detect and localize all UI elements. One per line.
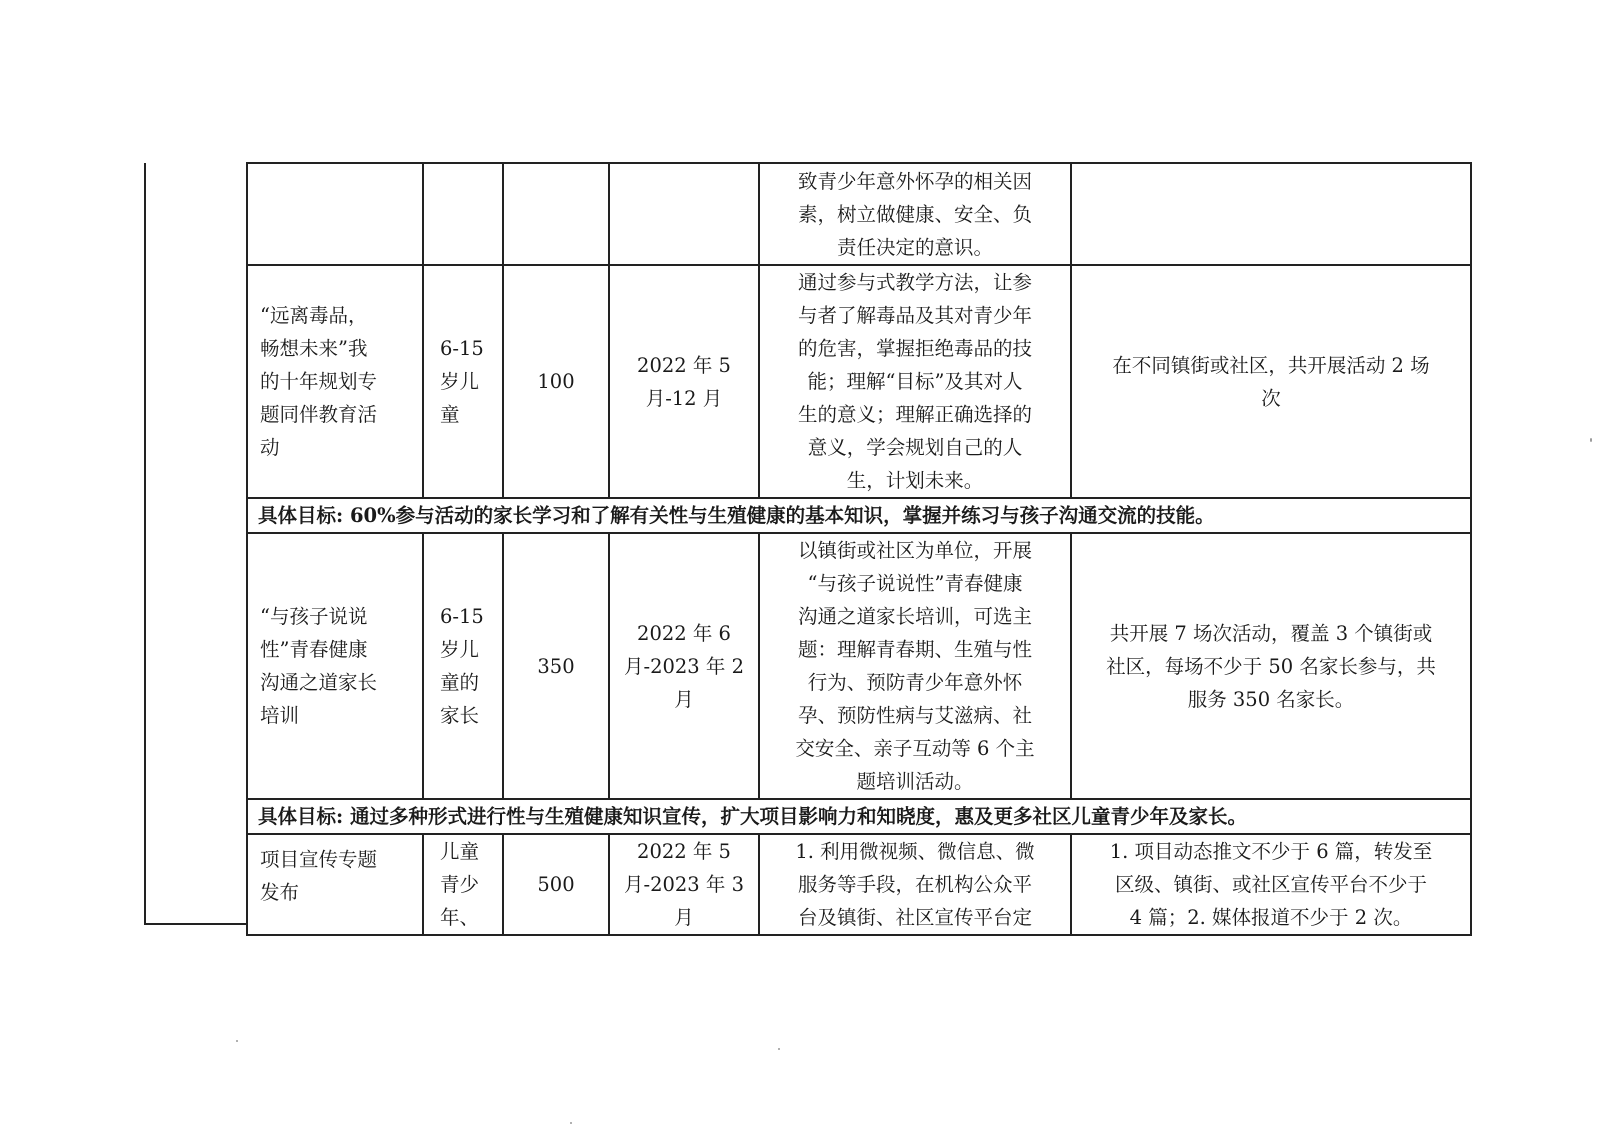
content-line: 以镇街或社区为单位，开展	[797, 539, 1032, 562]
count-cell: 500	[503, 834, 609, 935]
output-line: 共开展 7 场次活动，覆盖 3 个镇街或	[1109, 621, 1433, 645]
goal-row	[247, 498, 1471, 533]
content-line: 致青少年意外怀孕的相关因	[797, 169, 1032, 193]
content-line: 素，树立做健康、安全、负	[797, 202, 1032, 226]
output-line: 1. 项目动态推文不少于 6 篇，转发至	[1109, 840, 1433, 863]
content-line: “与孩子说说性”青春健康	[807, 572, 1023, 595]
output-line: 在不同镇街或社区，共开展活动 2 场	[1112, 353, 1430, 377]
content-line: 题培训活动。	[856, 770, 974, 793]
name-line: 项目宣传专题	[260, 848, 378, 871]
output-cell	[1071, 265, 1471, 498]
target-cell	[423, 834, 503, 935]
name-line: “远离毒品，	[260, 304, 368, 327]
name-line: 沟通之道家长	[260, 671, 378, 694]
name-line: 性”青春健康	[260, 638, 368, 661]
target-line: 童	[440, 403, 460, 426]
name-line: 的十年规划专	[260, 370, 378, 393]
time-line: 2022 年 6	[637, 621, 731, 645]
target-cell	[423, 265, 503, 498]
time-line: 月	[674, 906, 694, 929]
content-line: 题：理解青春期、生殖与性	[797, 638, 1032, 661]
left-margin-rule	[144, 163, 146, 925]
content-line: 的危害，掌握拒绝毒品的技	[797, 337, 1032, 360]
output-cell	[1071, 533, 1471, 799]
target-line: 儿童	[440, 840, 480, 863]
time-cell	[609, 533, 759, 799]
time-line: 2022 年 5	[637, 353, 731, 377]
scan-speck	[778, 1048, 780, 1050]
specific-goal-text: 具体目标: 60%参与活动的家长学习和了解有关性与生殖健康的基本知识，掌握并练习与孩子沟通交流的技能。	[247, 498, 1471, 533]
target-line: 6-15	[440, 605, 484, 628]
goal-row	[247, 799, 1471, 834]
content-line: 孕、预防性病与艾滋病、社	[797, 704, 1032, 727]
target-cell	[423, 533, 503, 799]
target-line: 岁儿	[440, 370, 480, 393]
target-line: 岁儿	[440, 638, 480, 661]
count-cell: 350	[503, 533, 609, 799]
content-line: 责任决定的意识。	[836, 235, 993, 259]
time-line: 月-2023 年 2	[623, 654, 745, 678]
content-cell	[759, 834, 1071, 935]
content-line: 服务等手段，在机构公众平	[797, 873, 1032, 896]
target-line: 家长	[440, 704, 480, 727]
time-line: 2022 年 5	[637, 840, 731, 863]
table-row	[247, 834, 1471, 935]
content-line: 沟通之道家长培训，可选主	[797, 605, 1032, 628]
name-line: 题同伴教育活	[260, 403, 378, 426]
name-line: 畅想未来”我	[260, 337, 368, 360]
scan-speck	[1590, 438, 1592, 442]
name-cell	[247, 265, 423, 498]
content-line: 生的意义；理解正确选择的	[797, 403, 1032, 426]
target-line: 童的	[440, 671, 480, 694]
time-cell	[609, 265, 759, 498]
time-cell	[609, 834, 759, 935]
table-row	[247, 533, 1471, 799]
table-row	[247, 265, 1471, 498]
time-line: 月-2023 年 3	[623, 873, 745, 896]
output-cell	[1071, 163, 1471, 265]
time-line: 月-12 月	[645, 386, 723, 410]
name-line: 培训	[260, 704, 300, 727]
scan-speck	[236, 1040, 238, 1042]
name-line: “与孩子说说	[260, 605, 368, 628]
target-line: 6-15	[440, 337, 484, 360]
name-line: 动	[260, 436, 280, 459]
specific-goal-text: 具体目标: 通过多种形式进行性与生殖健康知识宣传，扩大项目影响力和知晓度，惠及更多社区儿童青少年及家长。	[247, 799, 1471, 834]
name-line: 发布	[260, 881, 300, 904]
target-cell	[423, 163, 503, 265]
content-cell	[759, 163, 1071, 265]
content-line: 台及镇街、社区宣传平台定	[797, 906, 1032, 929]
content-line: 通过参与式教学方法，让参	[797, 271, 1032, 294]
content-line: 与者了解毒品及其对青少年	[797, 304, 1032, 327]
output-line: 社区，每场不少于 50 名家长参与，共	[1106, 654, 1436, 678]
content-line: 行为、预防青少年意外怀	[807, 671, 1023, 694]
target-line: 年、	[440, 906, 480, 929]
target-line: 青少	[440, 873, 480, 896]
output-line: 次	[1261, 386, 1281, 410]
count-cell: 100	[503, 265, 609, 498]
content-line: 生，计划未来。	[846, 469, 984, 492]
time-line: 月	[674, 687, 694, 711]
output-line: 服务 350 名家长。	[1187, 687, 1355, 711]
table-row	[247, 163, 1471, 265]
content-line: 能；理解“目标”及其对人	[807, 370, 1023, 393]
output-line: 区级、镇街、或社区宣传平台不少于	[1114, 873, 1427, 896]
output-cell	[1071, 834, 1471, 935]
content-line: 意义，学会规划自己的人	[807, 436, 1023, 459]
name-cell	[247, 533, 423, 799]
content-cell	[759, 533, 1071, 799]
name-cell	[247, 163, 423, 265]
content-line: 交安全、亲子互动等 6 个主	[795, 737, 1035, 760]
count-cell	[503, 163, 609, 265]
bottom-rule-extension	[144, 923, 248, 925]
name-cell	[247, 834, 423, 935]
content-cell	[759, 265, 1071, 498]
scan-speck	[570, 1122, 572, 1124]
content-line: 1. 利用微视频、微信息、微	[795, 840, 1035, 863]
output-line: 4 篇；2. 媒体报道不少于 2 次。	[1129, 906, 1413, 929]
time-cell	[609, 163, 759, 265]
project-activity-table	[246, 162, 1472, 936]
